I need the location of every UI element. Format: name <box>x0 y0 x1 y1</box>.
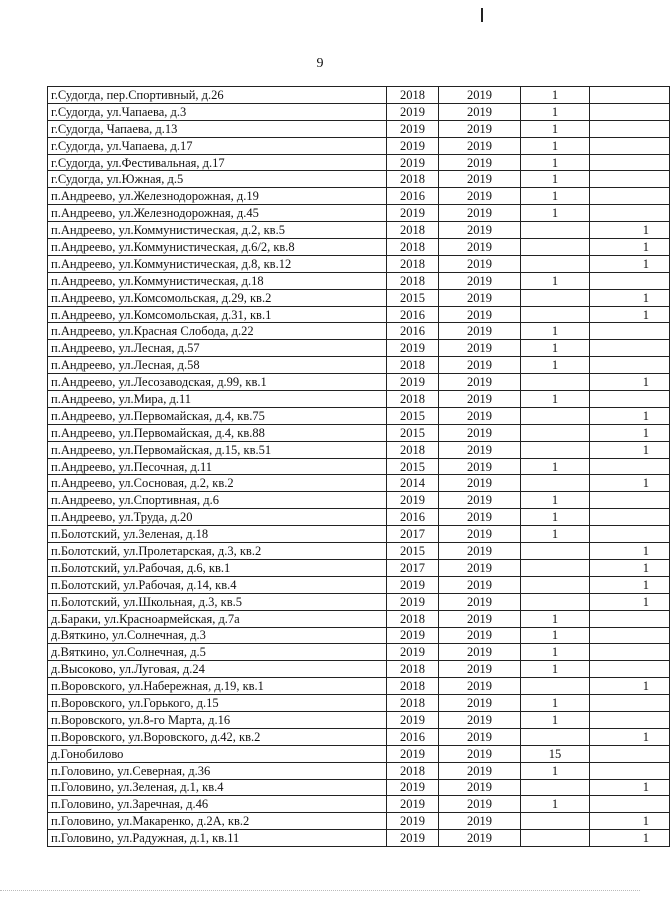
address-cell: п.Болотский, ул.Пролетарская, д.3, кв.2 <box>48 543 387 560</box>
table-row <box>48 695 670 712</box>
year-start-cell: 2018 <box>387 255 439 272</box>
count-b-cell <box>590 526 670 543</box>
year-start-cell: 2019 <box>387 813 439 830</box>
count-b-cell: 1 <box>590 678 670 695</box>
year-plan-cell: 2019 <box>439 796 521 813</box>
address-cell: п.Болотский, ул.Зеленая, д.18 <box>48 526 387 543</box>
address-cell: п.Болотский, ул.Школьная, д.3, кв.5 <box>48 593 387 610</box>
address-cell: п.Андреево, ул.Первомайская, д.4, кв.75 <box>48 407 387 424</box>
count-a-cell: 15 <box>521 745 590 762</box>
count-a-cell: 1 <box>521 391 590 408</box>
count-a-cell: 1 <box>521 188 590 205</box>
address-cell: г.Судогда, ул.Фестивальная, д.17 <box>48 154 387 171</box>
table-row <box>48 222 670 239</box>
count-b-cell <box>590 458 670 475</box>
address-cell: п.Андреево, ул.Комсомольская, д.29, кв.2 <box>48 289 387 306</box>
address-cell: п.Андреево, ул.Лесная, д.57 <box>48 340 387 357</box>
year-plan-cell: 2019 <box>439 374 521 391</box>
table-row <box>48 188 670 205</box>
table-row <box>48 87 670 104</box>
table-body <box>48 87 670 847</box>
address-cell: д.Гонобилово <box>48 745 387 762</box>
table-row <box>48 644 670 661</box>
count-b-cell: 1 <box>590 559 670 576</box>
year-start-cell: 2015 <box>387 458 439 475</box>
count-a-cell: 1 <box>521 492 590 509</box>
count-b-cell <box>590 695 670 712</box>
table-row <box>48 762 670 779</box>
year-plan-cell: 2019 <box>439 171 521 188</box>
count-a-cell <box>521 678 590 695</box>
year-start-cell: 2019 <box>387 627 439 644</box>
table-row <box>48 830 670 847</box>
year-start-cell: 2019 <box>387 711 439 728</box>
year-start-cell: 2018 <box>387 678 439 695</box>
table-row <box>48 239 670 256</box>
year-start-cell: 2017 <box>387 559 439 576</box>
count-b-cell <box>590 272 670 289</box>
count-a-cell <box>521 306 590 323</box>
table-row <box>48 306 670 323</box>
table-row <box>48 272 670 289</box>
year-plan-cell: 2019 <box>439 644 521 661</box>
count-b-cell: 1 <box>590 830 670 847</box>
year-start-cell: 2015 <box>387 289 439 306</box>
count-a-cell <box>521 441 590 458</box>
address-cell: п.Болотский, ул.Рабочая, д.6, кв.1 <box>48 559 387 576</box>
count-a-cell <box>521 559 590 576</box>
year-start-cell: 2019 <box>387 340 439 357</box>
count-b-cell <box>590 391 670 408</box>
count-a-cell: 1 <box>521 120 590 137</box>
address-cell: п.Головино, ул.Радужная, д.1, кв.11 <box>48 830 387 847</box>
year-start-cell: 2019 <box>387 644 439 661</box>
year-plan-cell: 2019 <box>439 610 521 627</box>
address-cell: п.Головино, ул.Северная, д.36 <box>48 762 387 779</box>
count-a-cell: 1 <box>521 509 590 526</box>
year-start-cell: 2018 <box>387 87 439 104</box>
count-a-cell <box>521 813 590 830</box>
count-a-cell: 1 <box>521 137 590 154</box>
count-a-cell: 1 <box>521 661 590 678</box>
year-start-cell: 2019 <box>387 154 439 171</box>
year-plan-cell: 2019 <box>439 661 521 678</box>
table-row <box>48 255 670 272</box>
count-a-cell: 1 <box>521 272 590 289</box>
year-start-cell: 2016 <box>387 509 439 526</box>
year-plan-cell: 2019 <box>439 526 521 543</box>
count-a-cell: 1 <box>521 458 590 475</box>
count-b-cell: 1 <box>590 306 670 323</box>
table-row <box>48 813 670 830</box>
table-row <box>48 205 670 222</box>
count-b-cell: 1 <box>590 239 670 256</box>
year-start-cell: 2019 <box>387 576 439 593</box>
table-row <box>48 661 670 678</box>
table-row <box>48 458 670 475</box>
year-start-cell: 2019 <box>387 779 439 796</box>
count-b-cell <box>590 137 670 154</box>
count-a-cell: 1 <box>521 103 590 120</box>
address-cell: п.Андреево, ул.Первомайская, д.15, кв.51 <box>48 441 387 458</box>
count-a-cell: 1 <box>521 171 590 188</box>
count-b-cell: 1 <box>590 779 670 796</box>
count-a-cell: 1 <box>521 87 590 104</box>
year-start-cell: 2019 <box>387 205 439 222</box>
address-cell: п.Андреево, ул.Песочная, д.11 <box>48 458 387 475</box>
address-cell: г.Судогда, ул.Чапаева, д.17 <box>48 137 387 154</box>
year-plan-cell: 2019 <box>439 559 521 576</box>
scan-edge-noise <box>0 890 640 892</box>
table-row <box>48 526 670 543</box>
table-row <box>48 407 670 424</box>
year-plan-cell: 2019 <box>439 475 521 492</box>
count-b-cell <box>590 87 670 104</box>
year-plan-cell: 2019 <box>439 120 521 137</box>
year-start-cell: 2019 <box>387 830 439 847</box>
table-row <box>48 576 670 593</box>
year-plan-cell: 2019 <box>439 188 521 205</box>
address-cell: п.Андреево, ул.Первомайская, д.4, кв.88 <box>48 424 387 441</box>
count-a-cell: 1 <box>521 644 590 661</box>
address-cell: п.Андреево, ул.Комсомольская, д.31, кв.1 <box>48 306 387 323</box>
address-cell: п.Головино, ул.Заречная, д.46 <box>48 796 387 813</box>
table-row <box>48 509 670 526</box>
count-b-cell: 1 <box>590 576 670 593</box>
address-cell: п.Андреево, ул.Железнодорожная, д.45 <box>48 205 387 222</box>
year-plan-cell: 2019 <box>439 357 521 374</box>
count-a-cell <box>521 239 590 256</box>
address-cell: д.Бараки, ул.Красноармейская, д.7а <box>48 610 387 627</box>
year-plan-cell: 2019 <box>439 762 521 779</box>
year-plan-cell: 2019 <box>439 391 521 408</box>
table-row <box>48 289 670 306</box>
count-a-cell <box>521 374 590 391</box>
address-cell: п.Головино, ул.Зеленая, д.1, кв.4 <box>48 779 387 796</box>
count-b-cell <box>590 796 670 813</box>
year-plan-cell: 2019 <box>439 813 521 830</box>
table-row <box>48 779 670 796</box>
table-row <box>48 137 670 154</box>
count-a-cell <box>521 830 590 847</box>
year-start-cell: 2019 <box>387 137 439 154</box>
housing-register-table <box>47 86 670 847</box>
table-row <box>48 559 670 576</box>
year-plan-cell: 2019 <box>439 779 521 796</box>
table-row <box>48 796 670 813</box>
table-row <box>48 103 670 120</box>
year-plan-cell: 2019 <box>439 306 521 323</box>
table-row <box>48 154 670 171</box>
year-plan-cell: 2019 <box>439 340 521 357</box>
year-plan-cell: 2019 <box>439 272 521 289</box>
count-a-cell: 1 <box>521 323 590 340</box>
table-row <box>48 374 670 391</box>
table-row <box>48 678 670 695</box>
year-plan-cell: 2019 <box>439 323 521 340</box>
count-a-cell <box>521 424 590 441</box>
address-cell: п.Андреево, ул.Коммунистическая, д.8, кв.12 <box>48 255 387 272</box>
year-plan-cell: 2019 <box>439 627 521 644</box>
count-b-cell: 1 <box>590 424 670 441</box>
count-a-cell: 1 <box>521 526 590 543</box>
address-cell: п.Воровского, ул.Набережная, д.19, кв.1 <box>48 678 387 695</box>
address-cell: п.Болотский, ул.Рабочая, д.14, кв.4 <box>48 576 387 593</box>
address-cell: п.Головино, ул.Макаренко, д.2А, кв.2 <box>48 813 387 830</box>
table-row <box>48 357 670 374</box>
year-plan-cell: 2019 <box>439 255 521 272</box>
table-row <box>48 441 670 458</box>
year-start-cell: 2018 <box>387 441 439 458</box>
year-start-cell: 2019 <box>387 796 439 813</box>
count-b-cell: 1 <box>590 813 670 830</box>
address-cell: п.Воровского, ул.Горького, д.15 <box>48 695 387 712</box>
count-a-cell <box>521 728 590 745</box>
address-cell: п.Андреево, ул.Коммунистическая, д.6/2, кв.8 <box>48 239 387 256</box>
address-cell: д.Высоково, ул.Луговая, д.24 <box>48 661 387 678</box>
page-number: 9 <box>316 56 324 71</box>
year-start-cell: 2016 <box>387 728 439 745</box>
count-a-cell: 1 <box>521 357 590 374</box>
table-row <box>48 120 670 137</box>
year-plan-cell: 2019 <box>439 103 521 120</box>
year-plan-cell: 2019 <box>439 711 521 728</box>
year-plan-cell: 2019 <box>439 154 521 171</box>
count-b-cell: 1 <box>590 255 670 272</box>
address-cell: п.Андреево, ул.Коммунистическая, д.2, кв.5 <box>48 222 387 239</box>
year-start-cell: 2017 <box>387 526 439 543</box>
count-b-cell <box>590 509 670 526</box>
year-plan-cell: 2019 <box>439 424 521 441</box>
address-cell: г.Судогда, ул.Южная, д.5 <box>48 171 387 188</box>
count-a-cell: 1 <box>521 154 590 171</box>
year-start-cell: 2016 <box>387 323 439 340</box>
count-b-cell: 1 <box>590 374 670 391</box>
table-row <box>48 424 670 441</box>
year-start-cell: 2018 <box>387 391 439 408</box>
year-plan-cell: 2019 <box>439 205 521 222</box>
year-start-cell: 2018 <box>387 171 439 188</box>
year-start-cell: 2019 <box>387 103 439 120</box>
count-a-cell: 1 <box>521 627 590 644</box>
count-a-cell <box>521 407 590 424</box>
year-start-cell: 2018 <box>387 272 439 289</box>
count-a-cell <box>521 576 590 593</box>
count-b-cell <box>590 745 670 762</box>
count-b-cell: 1 <box>590 289 670 306</box>
address-cell: п.Воровского, ул.Воровского, д.42, кв.2 <box>48 728 387 745</box>
year-plan-cell: 2019 <box>439 222 521 239</box>
year-plan-cell: 2019 <box>439 441 521 458</box>
year-plan-cell: 2019 <box>439 745 521 762</box>
count-b-cell <box>590 610 670 627</box>
table-row <box>48 711 670 728</box>
count-a-cell <box>521 255 590 272</box>
table-row <box>48 323 670 340</box>
year-start-cell: 2018 <box>387 239 439 256</box>
year-start-cell: 2018 <box>387 222 439 239</box>
year-plan-cell: 2019 <box>439 695 521 712</box>
year-start-cell: 2019 <box>387 374 439 391</box>
count-b-cell <box>590 711 670 728</box>
year-plan-cell: 2019 <box>439 239 521 256</box>
table-row <box>48 543 670 560</box>
address-cell: п.Андреево, ул.Спортивная, д.6 <box>48 492 387 509</box>
year-plan-cell: 2019 <box>439 678 521 695</box>
year-start-cell: 2018 <box>387 661 439 678</box>
count-b-cell: 1 <box>590 475 670 492</box>
year-start-cell: 2018 <box>387 357 439 374</box>
scan-mark <box>481 8 483 22</box>
count-b-cell <box>590 205 670 222</box>
year-plan-cell: 2019 <box>439 492 521 509</box>
count-b-cell: 1 <box>590 441 670 458</box>
table-row <box>48 475 670 492</box>
table-row <box>48 728 670 745</box>
count-b-cell <box>590 661 670 678</box>
year-start-cell: 2015 <box>387 407 439 424</box>
address-cell: д.Вяткино, ул.Солнечная, д.3 <box>48 627 387 644</box>
count-a-cell: 1 <box>521 610 590 627</box>
year-plan-cell: 2019 <box>439 137 521 154</box>
table-row <box>48 593 670 610</box>
count-b-cell <box>590 340 670 357</box>
table-row <box>48 745 670 762</box>
table-row <box>48 610 670 627</box>
count-b-cell <box>590 154 670 171</box>
count-a-cell: 1 <box>521 340 590 357</box>
count-a-cell: 1 <box>521 711 590 728</box>
year-plan-cell: 2019 <box>439 576 521 593</box>
year-start-cell: 2018 <box>387 762 439 779</box>
year-plan-cell: 2019 <box>439 728 521 745</box>
year-start-cell: 2019 <box>387 120 439 137</box>
address-cell: п.Андреево, ул.Коммунистическая, д.18 <box>48 272 387 289</box>
year-plan-cell: 2019 <box>439 289 521 306</box>
count-a-cell <box>521 593 590 610</box>
count-a-cell <box>521 779 590 796</box>
year-plan-cell: 2019 <box>439 458 521 475</box>
count-a-cell: 1 <box>521 695 590 712</box>
count-a-cell: 1 <box>521 796 590 813</box>
count-b-cell: 1 <box>590 543 670 560</box>
year-start-cell: 2015 <box>387 543 439 560</box>
count-b-cell <box>590 120 670 137</box>
count-b-cell: 1 <box>590 407 670 424</box>
count-a-cell: 1 <box>521 205 590 222</box>
address-cell: г.Судогда, пер.Спортивный, д.26 <box>48 87 387 104</box>
year-start-cell: 2019 <box>387 745 439 762</box>
count-b-cell <box>590 103 670 120</box>
count-a-cell <box>521 289 590 306</box>
address-cell: д.Вяткино, ул.Солнечная, д.5 <box>48 644 387 661</box>
count-b-cell <box>590 492 670 509</box>
year-start-cell: 2014 <box>387 475 439 492</box>
count-b-cell: 1 <box>590 222 670 239</box>
count-a-cell <box>521 222 590 239</box>
year-start-cell: 2019 <box>387 492 439 509</box>
year-plan-cell: 2019 <box>439 593 521 610</box>
year-plan-cell: 2019 <box>439 87 521 104</box>
count-b-cell <box>590 762 670 779</box>
count-b-cell <box>590 627 670 644</box>
count-b-cell: 1 <box>590 728 670 745</box>
year-plan-cell: 2019 <box>439 543 521 560</box>
year-plan-cell: 2019 <box>439 509 521 526</box>
count-a-cell <box>521 543 590 560</box>
count-b-cell <box>590 357 670 374</box>
address-cell: п.Андреево, ул.Мира, д.11 <box>48 391 387 408</box>
address-cell: п.Воровского, ул.8-го Марта, д.16 <box>48 711 387 728</box>
address-cell: п.Андреево, ул.Красная Слобода, д.22 <box>48 323 387 340</box>
year-start-cell: 2018 <box>387 695 439 712</box>
table-row <box>48 391 670 408</box>
count-b-cell <box>590 171 670 188</box>
address-cell: г.Судогда, ул.Чапаева, д.3 <box>48 103 387 120</box>
table-row <box>48 627 670 644</box>
count-a-cell: 1 <box>521 762 590 779</box>
year-start-cell: 2015 <box>387 424 439 441</box>
year-start-cell: 2016 <box>387 188 439 205</box>
year-plan-cell: 2019 <box>439 407 521 424</box>
year-start-cell: 2018 <box>387 610 439 627</box>
count-b-cell <box>590 323 670 340</box>
address-cell: п.Андреево, ул.Лесозаводская, д.99, кв.1 <box>48 374 387 391</box>
table-row <box>48 492 670 509</box>
count-b-cell: 1 <box>590 593 670 610</box>
count-b-cell <box>590 644 670 661</box>
address-cell: п.Андреево, ул.Труда, д.20 <box>48 509 387 526</box>
count-a-cell <box>521 475 590 492</box>
table-row <box>48 171 670 188</box>
address-cell: п.Андреево, ул.Сосновая, д.2, кв.2 <box>48 475 387 492</box>
year-start-cell: 2016 <box>387 306 439 323</box>
year-start-cell: 2019 <box>387 593 439 610</box>
year-plan-cell: 2019 <box>439 830 521 847</box>
address-cell: п.Андреево, ул.Лесная, д.58 <box>48 357 387 374</box>
address-cell: п.Андреево, ул.Железнодорожная, д.19 <box>48 188 387 205</box>
table-row <box>48 340 670 357</box>
address-cell: г.Судогда, Чапаева, д.13 <box>48 120 387 137</box>
count-b-cell <box>590 188 670 205</box>
